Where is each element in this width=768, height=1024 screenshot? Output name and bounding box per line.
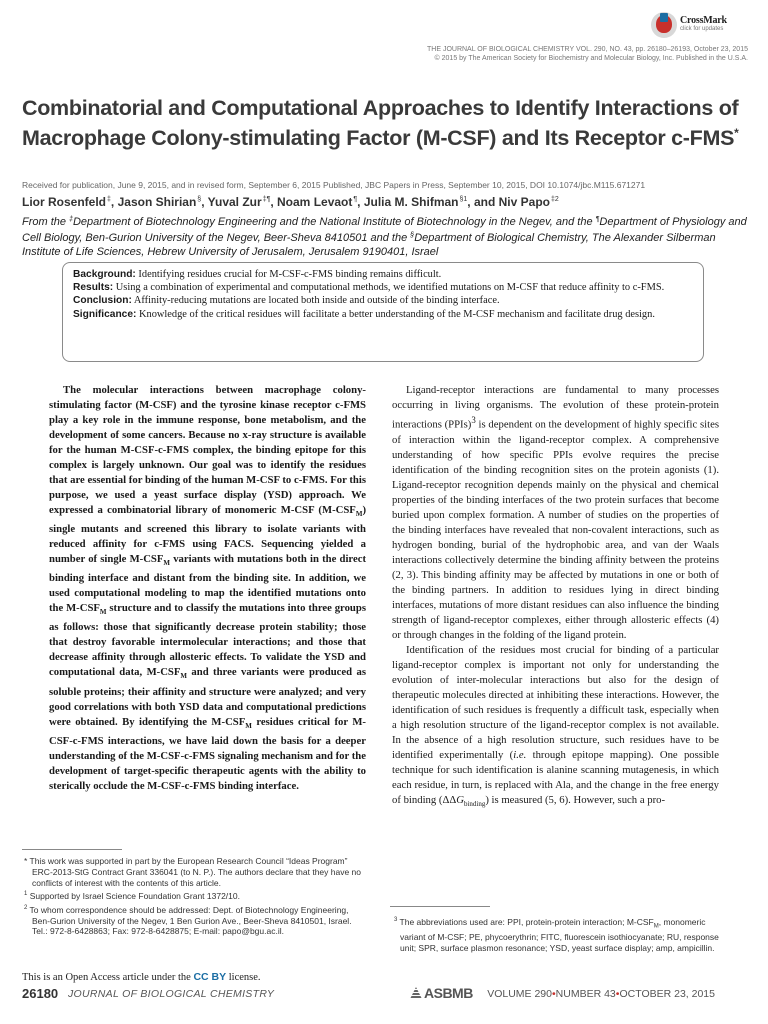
body-paragraph-1	[392, 383, 719, 643]
affil-mark: ¶	[595, 216, 600, 223]
summary-label: Conclusion:	[73, 295, 132, 307]
footnote-3	[392, 915, 720, 954]
summary-label: Background:	[73, 269, 136, 280]
title-footnote-mark: *	[734, 126, 739, 140]
received-line: Received for publication, June 9, 2015, and in revised form, September 6, 2015 Published, JBC Papers in Press, September 10, 2015, DOI 10.1074/jbc.M115.671271	[22, 180, 646, 190]
footnote-1	[22, 889, 362, 902]
abstract-text: structure and to classify the mutations into three groups as follows: those that significantly decrease protein stability; those that destroy favorable intermolecular interactions; and those that decrease affinity through allosteric effects. To validate the YSD and computational data, M-CSF	[49, 602, 366, 679]
footnotes-right	[392, 915, 720, 954]
affil-mark: ‡	[69, 216, 73, 223]
author-affiliation-mark: ‡	[107, 196, 111, 203]
author-name: Niv Papo	[498, 195, 550, 209]
author-name: Yuval Zur	[207, 195, 262, 209]
abstract-subscript: M	[245, 721, 252, 730]
crossmark-icon	[651, 12, 677, 38]
crossmark-label: CrossMark	[680, 15, 727, 26]
summary-text: Using a combination of experimental and computational methods, we identified mutations on M-CSF that reduce affinity to c-FMS.	[113, 282, 665, 294]
footnote-ref[interactable]: 3	[471, 415, 476, 425]
author-affiliation-mark: ‡¶	[262, 196, 271, 203]
issue-date: OCTOBER 23, 2015	[619, 988, 715, 1000]
author-separator: ,	[270, 195, 278, 209]
footer-journal-name: JOURNAL OF BIOLOGICAL CHEMISTRY	[68, 988, 275, 1000]
body-paragraph-2	[392, 643, 719, 812]
author-separator: , and	[467, 195, 499, 209]
abstract	[49, 383, 366, 794]
abstract-text: variants with mutations both in the direct binding interface and distant from the binding site. In addition, we used computational modeling to map the identified mutations onto the M-CSF	[49, 553, 367, 615]
author-separator: ,	[110, 195, 118, 209]
summary-results	[73, 281, 693, 294]
author-affiliation-mark: §	[197, 196, 202, 203]
abstract-text: The molecular interactions between macrophage colony-stimulating factor (M-CSF) and the tyrosine kinase receptor c-FMS play a key role in the immune response, bone metabolism, and the development of some cancers. Because no x-ray structure is available for the human M-CSF-c-FMS complex, the binding epitope for this complex is largely unknown. Our goal was to identify the residues that are essential for binding of the human M-CSF to c-FMS. For this purpose, we used a yeast surface display (YSD) approach. We expressed a combinatorial library of monomeric M-CSF (M-CSF	[49, 384, 366, 516]
asbmb-logo	[410, 985, 473, 1001]
summary-label: Results:	[73, 282, 114, 294]
footnote-text: The abbreviations used are: PPI, protein-protein interaction; M-CSF	[397, 916, 654, 927]
author-separator: ,	[201, 195, 208, 209]
body-column-right	[392, 383, 719, 812]
footnote-2	[22, 903, 362, 937]
author-separator: ,	[357, 195, 364, 209]
asbmb-logo-icon	[410, 987, 422, 999]
abstract-text: ) single mutants and screened this library to isolate variants with reduced affinity for c-FMS using FACS. Sequencing yielded a number of single M-CSF	[49, 504, 366, 566]
body-italic: i.e.	[513, 748, 527, 761]
affil-text: From the	[22, 216, 70, 228]
journal-citation-line: THE JOURNAL OF BIOLOGICAL CHEMISTRY VOL. 290, NO. 43, pp. 26180–26193, October 23, 2015	[427, 46, 748, 53]
author-affiliation-mark: ‡2	[551, 196, 559, 203]
crossmark-sub: click for updates	[680, 26, 724, 32]
body-italic: G	[456, 793, 464, 806]
crossmark-badge[interactable]	[651, 12, 751, 38]
issue-number: NUMBER 43	[555, 988, 616, 1000]
cc-by-link[interactable]: CC BY	[193, 971, 227, 983]
abstract-subscript: M	[99, 608, 107, 617]
summary-box	[62, 262, 704, 362]
summary-label: Significance:	[73, 308, 137, 320]
abstract-text: and three variants were produced as soluble proteins; their affinity and structure were analyzed; and very good correlations with both YSD data and computational predictions were obtained. By identifying the M-CSF	[49, 666, 366, 728]
open-access-suffix: license.	[228, 972, 261, 983]
affil-text: Department of Physiology and Cell Biology, Ben-Gurion University of the Negev, Beer-Sheva 8410501 and the	[22, 216, 747, 245]
author-affiliation-mark: §1	[459, 196, 468, 203]
footnote-mark: 1	[24, 891, 28, 898]
summary-background	[73, 268, 693, 281]
publisher-name: ASBMB	[424, 985, 473, 1001]
affiliations	[22, 213, 752, 259]
volume-label: VOLUME 290	[487, 988, 552, 1000]
footnote-text: To whom correspondence should be addressed: Dept. of Biotechnology Engineering, Ben-Gurion University of the Negev, 1 Ben Gurion Ave., Beer-Sheva 8410501, Israel. Tel.: 972-8-6428863; Fax: 972-8-6428875; E-mail: papo@bgu.ac.il.	[27, 904, 352, 937]
body-subscript: binding	[463, 799, 486, 808]
summary-text: Affinity-reducing mutations are located both inside and outside of the binding interface.	[131, 295, 500, 307]
footnote-star: * This work was supported in part by the European Research Council “Ideas Program” ERC-2013-StG Contract Grant 336041 (to N. P.). The authors declare that they have no conflicts of interest with the contents of this article.	[24, 856, 362, 888]
footnote-text: , monomeric variant of M-CSF; PE, phycoerythrin; FITC, fluorescein isothiocyanate; RU, response unit; SPR, surface plasmon resonance; YSD, yeast surface display; amp, ampicillin.	[400, 916, 719, 954]
abstract-subscript: M	[163, 559, 171, 568]
author-list	[22, 195, 559, 209]
open-access-line	[22, 971, 261, 983]
footnote-divider	[22, 849, 122, 850]
article-title	[22, 96, 742, 151]
body-text: ) is measured (5, 6). However, such a pro-	[485, 793, 666, 806]
body-text: Identification of the residues most crucial for binding of a particular ligand-receptor complex is important not only for understanding the evolution of inter-molecular interactions but also for the design of therapeutic molecules directed at inhibiting these interactions. However, the identification of such residues is frequently a difficult task, especially when a high resolution structure of the ligand-receptor complex is not available. In the absence of a high resolution structure, such residues have to be identified experimentally (	[392, 643, 719, 761]
summary-conclusion	[73, 294, 693, 307]
affil-mark: §	[410, 232, 415, 240]
abstract-subscript: M	[180, 672, 188, 681]
footnotes-left	[22, 856, 362, 938]
affil-text: Department of Biotechnology Engineering and the National Institute of Biotechnology in the Negev, and the	[72, 216, 596, 228]
summary-text: Identifying residues crucial for M-CSF-c-FMS binding remains difficult.	[135, 269, 442, 280]
footer-volume: VOLUME 290•NUMBER 43•OCTOBER 23, 2015	[487, 988, 715, 1000]
footnote-mark: 2	[24, 905, 28, 912]
author-name: Jason Shirian	[117, 195, 197, 209]
copyright-line: © 2015 by The American Society for Biochemistry and Molecular Biology, Inc. Published in the U.S.A.	[434, 55, 748, 62]
article-title-text: Combinatorial and Computational Approaches to Identify Interactions of Macrophage Colony-stimulating Factor (M-CSF) and Its Receptor c-FMS	[22, 96, 739, 151]
author-name: Lior Rosenfeld	[22, 195, 107, 209]
body-text: is dependent on the development of highly specific sites of interaction within the ligand-receptor complex. A comprehensive understanding of how specific PPIs evolve requires the precise identification of the binding recognition sites on the protein agonists (1). Ligand-receptor recognition depends mainly on the physical and chemical properties of the binding interfaces of the two protein surfaces that become buried upon complex formation. A number of studies on the properties of the binding interfaces have revealed that non-covalent interactions, such as hydrogen bonding, burial of the hydrophobic area, and van der Waals interactions collectively determine the binding affinity between the proteins (2, 3). This binding affinity may be affected by mutations in one or both of the binding partners. In addition to residues lying in direct binding interfaces, mutations of more distant residues can also influence the binding strength of ligand-receptor complexes, either through allosteric effects (4) or through changes in the folding of the ligand protein.	[392, 418, 719, 641]
affil-text: Department of Biological Chemistry, The Alexander Silberman Institute of Life Sciences, Hebrew University of Jerusalem, Jerusalem 9190401, Israel	[22, 232, 716, 258]
page-number: 26180	[22, 986, 59, 1001]
author-affiliation-mark: ¶	[353, 196, 358, 203]
footnote-subscript: M	[653, 923, 659, 930]
footnote-text: Supported by Israel Science Foundation Grant 1372/10.	[27, 891, 240, 902]
body-text: Ligand-receptor interactions are fundamental to many processes occurring in living organisms. The evolution of these protein-protein interactions (PPIs)	[392, 384, 719, 431]
body-text: through epitope mapping). One possible technique for such identification is alanine scanning mutagenesis, in which each residue, in turn, is replaced with Ala, and the change in the free energy of binding (ΔΔ	[392, 748, 719, 806]
open-access-text: This is an Open Access article under the	[22, 972, 191, 983]
summary-significance	[73, 308, 693, 321]
footnote-divider	[390, 906, 490, 907]
abstract-text: residues critical for M-CSF-c-FMS interactions, we have laid down the basis for a deeper understanding of the M-CSF-c-FMS signaling mechanism and for the development of target-specific therapeutic agents with the ability to sterically occlude the M-CSF-c-FMS binding interface.	[49, 715, 366, 792]
summary-text: Knowledge of the critical residues will facilitate a better understanding of the M-CSF mechanism and facilitate drug design.	[136, 308, 655, 320]
author-name: Noam Levaot	[277, 195, 353, 209]
author-name: Julia M. Shifman	[363, 195, 459, 209]
abstract-subscript: M	[355, 510, 363, 519]
footnote-mark: 3	[394, 917, 398, 923]
journal-citation	[427, 45, 748, 63]
